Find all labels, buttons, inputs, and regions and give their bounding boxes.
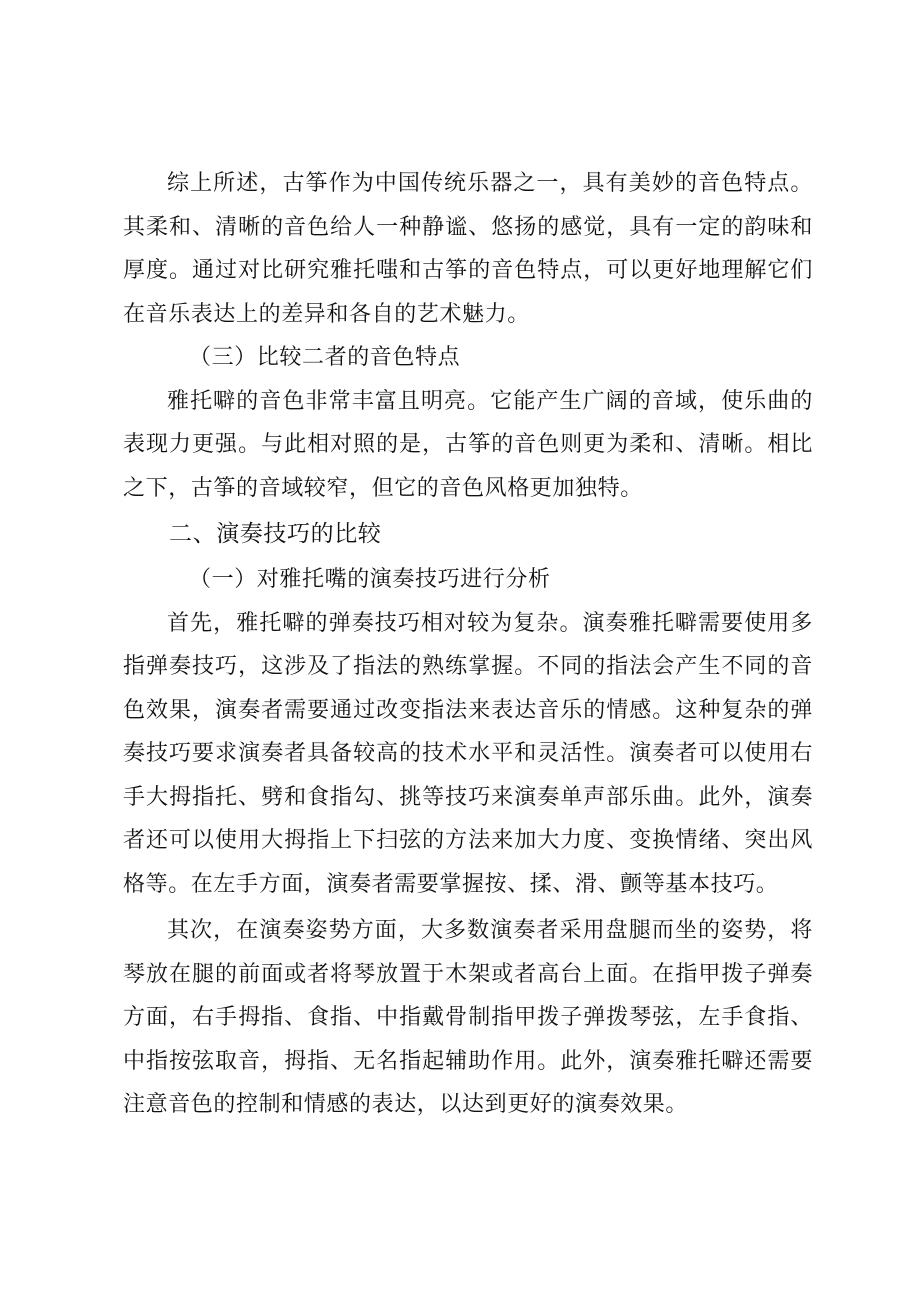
subheading-yatoga-technique: （一）对雅托嘴的演奏技巧进行分析 bbox=[189, 567, 551, 592]
paragraph-playing-technique: 首先，雅托噼的弹奏技巧相对较为复杂。演奏雅托噼需要使用多指弹奏技巧，这涉及了指法的熟练掌握。不同的指法会产生不同的音色效果，演奏者需要通过改变指法来表达音乐的情感。这种复杂的弹奏技巧要求演奏者具备较高的技术水平和灵活性。演奏者可以使用右手大拇指托、劈和食指勾、挑等技巧来演奏单声部乐曲。此外，演奏者还可以使用大拇指上下扫弦的方法来加大力度、变换情绪、突出风格等。在左手方面，演奏者需要掌握按、揉、滑、颤等基本技巧。 bbox=[123, 610, 813, 897]
paragraph-guzheng-summary: 综上所述，古筝作为中国传统乐器之一，具有美妙的音色特点。其柔和、清晰的音色给人一种静谧、悠扬的感觉，具有一定的韵味和厚度。通过对比研究雅托嗤和古筝的音色特点，可以更好地理解它们在音乐表达上的差异和各自的艺术魅力。 bbox=[123, 171, 813, 327]
paragraph-timbre-comparison: 雅托噼的音色非常丰富且明亮。它能产生广阔的音域，使乐曲的表现力更强。与此相对照的是，古筝的音色则更为柔和、清晰。相比之下，古筝的音域较窄，但它的音色风格更加独特。 bbox=[123, 388, 813, 501]
subheading-compare-timbre: （三）比较二者的音色特点 bbox=[189, 345, 461, 370]
section-heading-technique: 二、演奏技巧的比较 bbox=[169, 521, 382, 547]
document-body bbox=[123, 162, 813, 1127]
paragraph-playing-posture: 其次，在演奏姿势方面，大多数演奏者采用盘腿而坐的姿势，将琴放在腿的前面或者将琴放置于木架或者高台上面。在指甲拨子弹奏方面，右手拇指、食指、中指戴骨制指甲拨子弹拨琴弦，左手食指、中指按弦取音，拇指、无名指起辅助作用。此外，演奏雅托噼还需要注意音色的控制和情感的表达，以达到更好的演奏效果。 bbox=[123, 918, 813, 1117]
